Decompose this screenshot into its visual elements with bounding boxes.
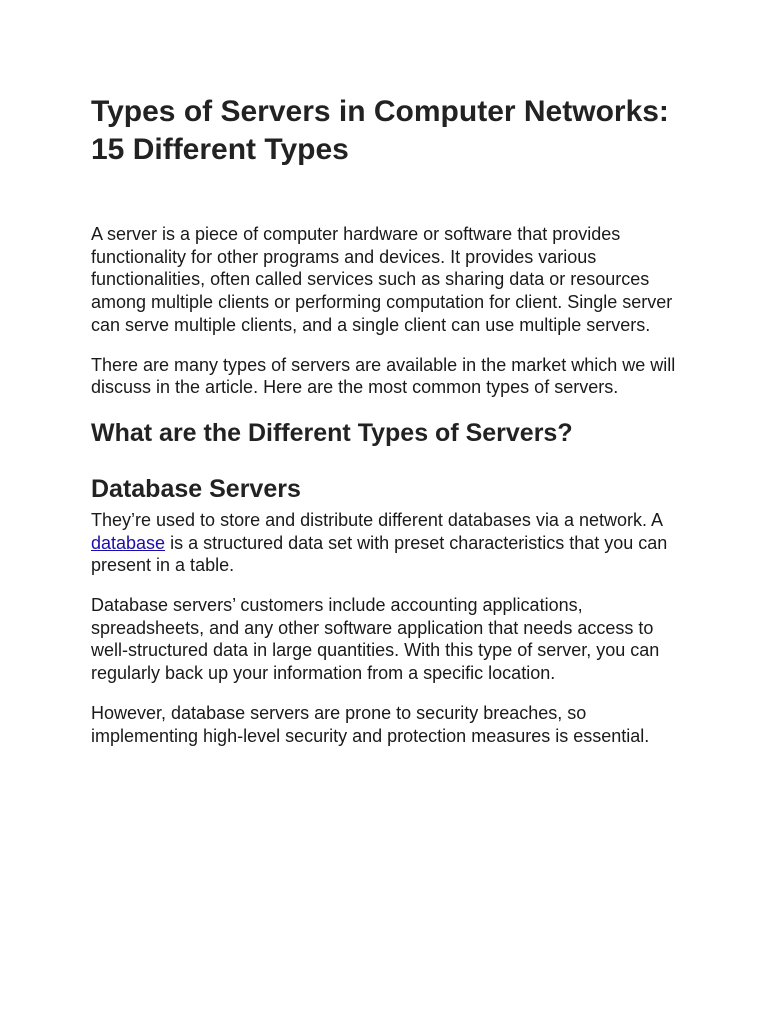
intro-paragraph-2: There are many types of servers are available in the market which we will discuss in the article. Here are the most common types of servers. [91,354,676,398]
database-paragraph-1 [91,509,691,577]
section-heading-types: What are the Different Types of Servers? [91,418,573,447]
subsection-heading-database-servers: Database Servers [91,474,301,503]
article [91,93,691,764]
database-link[interactable]: database [91,532,166,553]
database-paragraph-1-end: is a structured data set with preset characteristics that you can present in a table. [91,532,668,576]
database-paragraph-3: However, database servers are prone to security breaches, so implementing high-level security and protection measures is essential. [91,702,650,746]
intro-section [91,223,691,399]
intro-paragraph-1: A server is a piece of computer hardware or software that provides functionality for other programs and devices. It provides various functionalities, often called services such as sharing data or resources among multiple clients or performing computation for client. Single server can serve multiple clients, and a single client can use multiple servers. [91,224,673,335]
database-paragraph-2: Database servers’ customers include accounting applications, spreadsheets, and any other software application that needs access to well-structured data in large quantities. With this type of server, you can regularly back up your information from a specific location. [91,595,660,684]
article-title: Types of Servers in Computer Networks: 15 Different Types [91,95,669,166]
database-paragraph-1-start: They’re used to store and distribute different databases via a network. A [91,509,663,530]
